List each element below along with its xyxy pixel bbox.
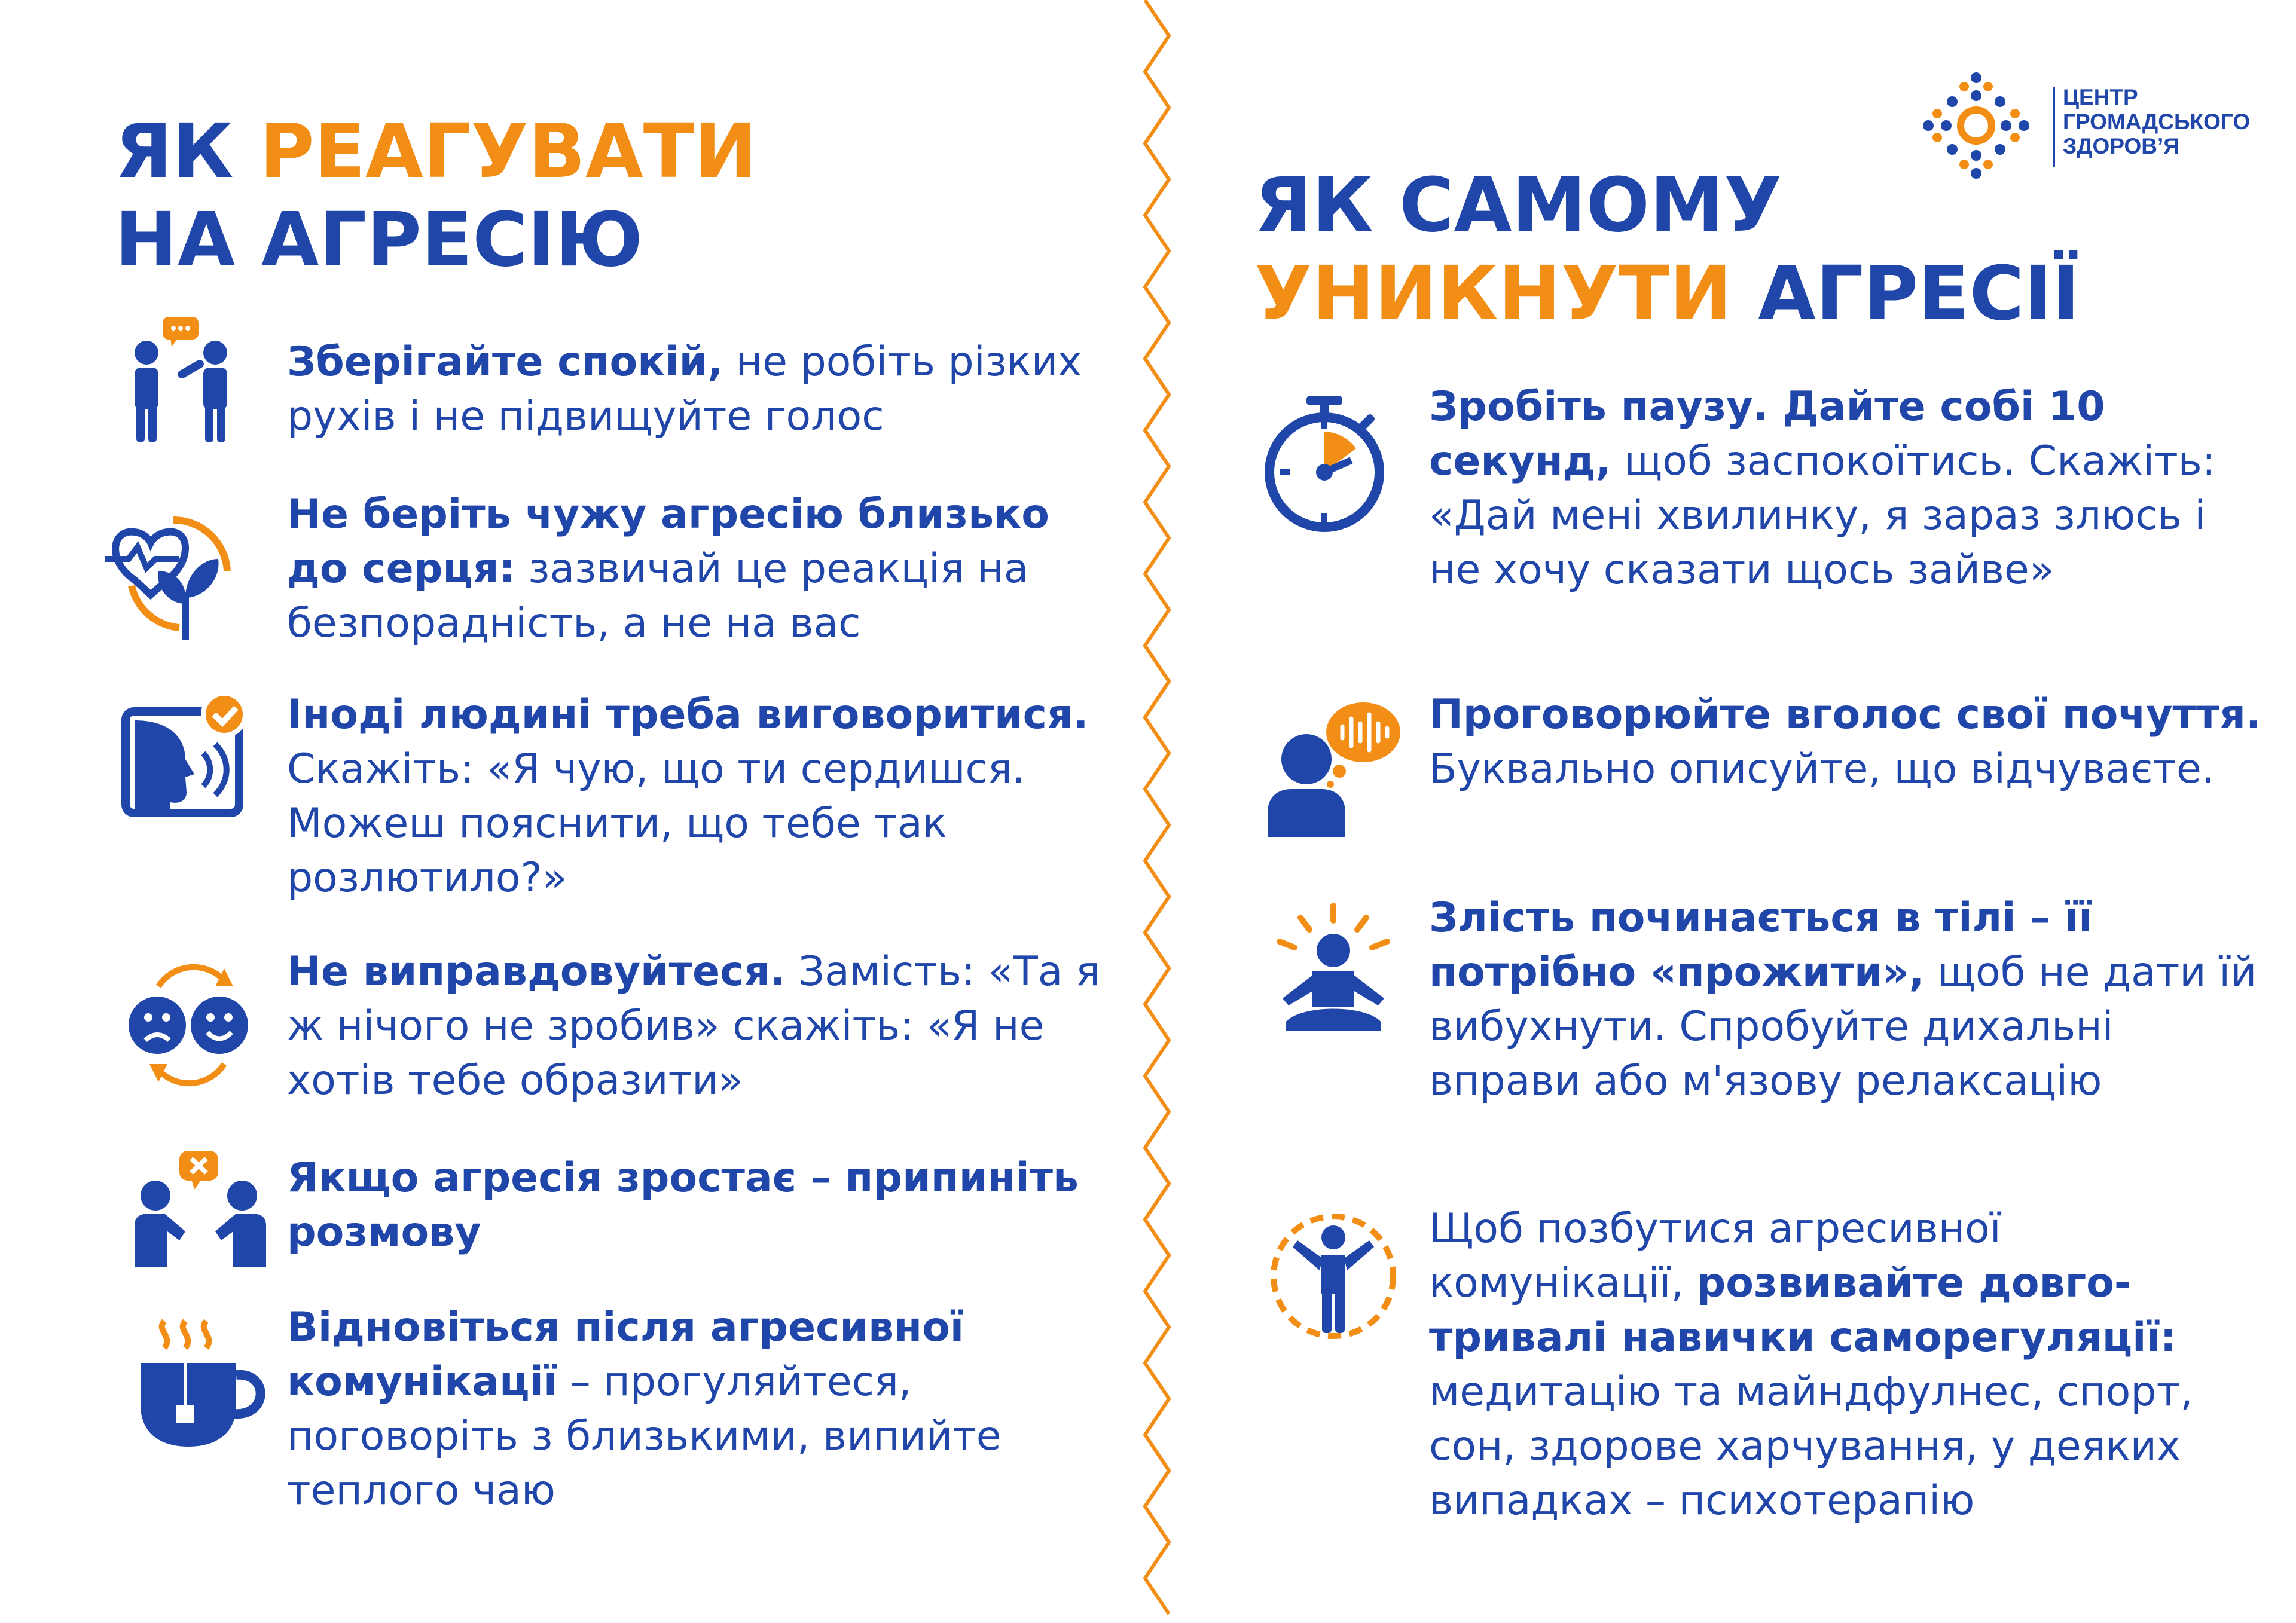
left-title-line2: НА АГРЕСІЮ — [115, 197, 643, 283]
left-item-3-text: Замість: «Та я ж нічого не зробив» скажіть: «Я не хотів тебе образити» — [287, 948, 1100, 1104]
left-item-3-bold: Не виправдовуйтеся. — [287, 948, 786, 995]
left-item-2-text: Скажіть: «Я чую, що ти сердишся. Можеш пояснити, що тебе так розлютило?» — [287, 745, 1025, 901]
stop-conversation-icon — [132, 1148, 269, 1285]
left-item-1-text: зазвичай це реакція на безпорадність, а не на вас — [287, 545, 1029, 647]
right-title — [1254, 161, 2080, 338]
right-item-3-bold: розвивайте довго-тривалі навички саморегуляції: — [1429, 1260, 2176, 1361]
heart-plant-icon — [102, 502, 239, 640]
left-item-5-text: – прогуляйтеся, поговоріть з близькими, випийте теплого чаю — [287, 1358, 1002, 1514]
stopwatch-icon — [1256, 395, 1393, 532]
meditating-person-icon — [1265, 903, 1402, 1040]
logo-line2: ГРОМАДСЬКОГО — [2063, 109, 2251, 134]
right-item-2-bold: Злість починається в тілі – її потрібно «прожити», — [1429, 894, 2093, 996]
people-talking-icon — [114, 311, 251, 448]
speaking-face-icon — [120, 693, 257, 831]
zigzag-divider — [1139, 0, 1175, 1623]
right-item-0-text: щоб заспокоїтись. Скажіть: «Дай мені хвилинку, я зараз злюсь і не хочу сказати щось зайве» — [1429, 438, 2216, 594]
stretching-person-icon — [1265, 1208, 1402, 1345]
right-item-2-text: щоб не дати їй вибухнути. Спробуйте дихальні вправи або м'язову релаксацію — [1429, 949, 2257, 1105]
logo-line1: ЦЕНТР — [2063, 85, 2138, 109]
left-item-1-bold: Не беріть чужу агресію близько до серця: — [287, 491, 1049, 592]
left-title-accent: РЕАГУВАТИ — [259, 108, 757, 195]
right-item-3-text: медитацію та майндфулнес, спорт, сон, здорове харчування, у деяких випадках – психотерапію — [1429, 1368, 2193, 1524]
left-item-0-bold: Зберігайте спокій, — [287, 338, 723, 386]
right-title-accent: УНИКНУТИ — [1254, 250, 1732, 337]
mood-swap-icon — [123, 956, 260, 1094]
tea-cup-icon — [135, 1315, 272, 1453]
left-item-5-bold: Відновіться після агресивної комунікації — [287, 1304, 964, 1405]
left-item-4-bold: Якщо агресія зростає – припиніть розмову — [287, 1154, 1079, 1256]
right-item-1-bold: Проговорюйте вголос свої почуття. — [1429, 691, 2261, 738]
left-title-prefix: ЯК — [115, 108, 259, 195]
logo-line3: ЗДОРОВ’Я — [2063, 134, 2179, 158]
left-title — [115, 108, 757, 285]
right-item-3-before: Щоб позбутися агресивної комунікації, — [1429, 1205, 2001, 1307]
left-item-0-text: не робіть різких рухів і не підвищуйте голос — [287, 338, 1082, 440]
right-item-0-bold: Зробіть паузу. Дайте собі 10 секунд, — [1429, 383, 2105, 485]
right-title-line1: ЯК САМОМУ — [1254, 162, 1782, 249]
right-title-rest: АГРЕСІЇ — [1732, 250, 2080, 337]
right-item-1-text: Буквально описуйте, що відчуваєте. — [1429, 745, 2215, 793]
person-voice-bubble-icon — [1265, 699, 1402, 837]
logo-text — [2063, 85, 2250, 158]
left-item-2-bold: Іноді людині треба виговоритися. — [287, 691, 1089, 738]
